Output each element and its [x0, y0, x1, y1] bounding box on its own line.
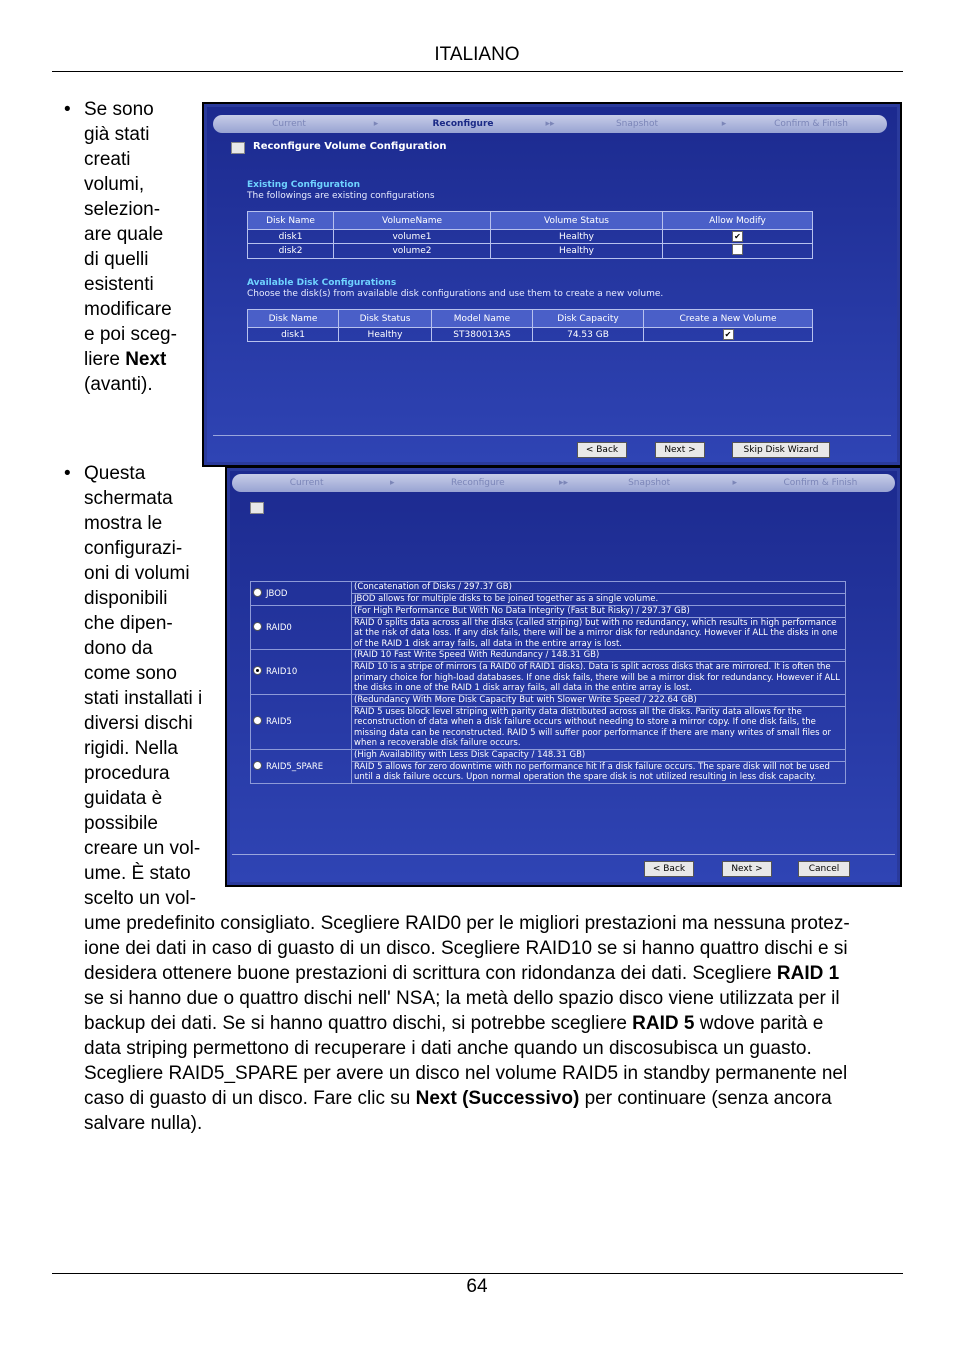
option-cell — [251, 650, 352, 695]
bullet-line: schermata — [84, 488, 173, 509]
create-volume-checkbox[interactable]: ✔ — [723, 329, 734, 340]
screenshot-reconfigure-volume — [202, 102, 902, 467]
bullet-raid-config — [64, 461, 224, 911]
radio-raid0[interactable] — [253, 622, 262, 631]
bullet-line: oni di volumi — [84, 563, 190, 584]
bullet-line: scelto un vol- — [84, 888, 196, 909]
next-button[interactable]: Next > — [722, 861, 772, 877]
bullet-line: di quelli — [84, 249, 149, 270]
bullet-line: creati — [84, 149, 131, 170]
header-rule — [52, 71, 903, 72]
footer-rule — [52, 1273, 903, 1274]
para-line: se si hanno due o quattro dischi nell' NSA; la metà dello spazio disco viene utilizzata per il — [84, 988, 840, 1009]
cell-volume: volume1 — [334, 230, 491, 244]
allow-modify-checkbox[interactable] — [732, 244, 743, 255]
step-confirm: Confirm & Finish — [774, 119, 848, 129]
option-label: RAID5_SPARE — [266, 761, 324, 772]
bullet-line: possibile — [84, 813, 158, 834]
bullet-line: come sono — [84, 663, 177, 684]
option-label: RAID5 — [266, 717, 292, 727]
page-header-language: ITALIANO — [434, 44, 520, 65]
col-disk-name: Disk Name — [248, 310, 339, 328]
option-label: RAID10 — [266, 667, 298, 678]
option-label: JBOD — [266, 588, 288, 599]
step-arrow: ▸ — [732, 478, 738, 488]
bold-next: Next — [125, 349, 167, 370]
bullet-line: (avanti). — [84, 374, 153, 395]
col-volume-status: Volume Status — [491, 212, 663, 230]
cancel-button[interactable]: Cancel — [798, 861, 850, 877]
text-run: liere — [84, 349, 126, 370]
wizard-steps-bar — [213, 115, 887, 133]
folder-icon — [231, 142, 245, 154]
radio-raid5[interactable] — [253, 716, 262, 725]
text-run: per continuare (senza ancora — [579, 1088, 832, 1109]
bold-raid5: RAID 5 — [632, 1013, 695, 1034]
raid-option-row — [251, 749, 846, 761]
bullet-line: stati installati i — [84, 688, 203, 709]
para-line — [84, 1011, 904, 1036]
cell-status: Healthy — [491, 244, 663, 259]
allow-modify-checkbox[interactable]: ✔ — [732, 231, 743, 242]
bullet-line: dono da — [84, 638, 153, 659]
col-disk-name: Disk Name — [248, 212, 334, 230]
step-arrow: ▸ — [373, 119, 379, 129]
cell-disk: disk2 — [248, 244, 334, 259]
step-reconfigure: Reconfigure — [451, 478, 505, 488]
option-desc: JBOD allows for multiple disks to be joined together as a single volume. — [352, 594, 846, 606]
wizard-panel — [207, 107, 897, 462]
cell-volume: volume2 — [334, 244, 491, 259]
existing-config-label: Existing Configuration — [247, 180, 360, 190]
bullet-line: e poi sceg- — [84, 324, 177, 345]
bullet-line: esistenti — [84, 274, 154, 295]
bullet-line: mostra le — [84, 513, 163, 534]
option-label: RAID0 — [266, 622, 292, 633]
back-button[interactable]: < Back — [577, 442, 627, 458]
table-header-row — [248, 310, 813, 328]
available-config-sub: Choose the disk(s) from available disk configurations and use them to create a new volume. — [247, 289, 664, 299]
table-row — [248, 230, 813, 244]
cell-create — [644, 328, 813, 342]
col-allow-modify: Allow Modify — [663, 212, 813, 230]
wizard-title: Reconfigure Volume Configuration — [253, 141, 447, 152]
screenshot-raid-options — [225, 466, 902, 887]
bold-raid1: RAID 1 — [776, 963, 840, 984]
skip-disk-wizard-button[interactable]: Skip Disk Wizard — [732, 442, 830, 458]
bold-next-successivo: Next (Successivo) — [415, 1088, 580, 1109]
bullet-line: modificare — [84, 299, 172, 320]
bullet-line — [84, 347, 204, 372]
text-run: caso di guasto di un disco. Fare clic su — [84, 1088, 416, 1109]
cell-status: Healthy — [491, 230, 663, 244]
step-arrow: ▸▸ — [558, 478, 569, 488]
option-cell — [251, 582, 352, 606]
existing-config-table — [247, 211, 813, 259]
cell-allow — [663, 244, 813, 259]
step-reconfigure: Reconfigure — [432, 119, 494, 129]
bullet-line: rigidi. Nella — [84, 738, 178, 759]
table-header-row — [248, 212, 813, 230]
bullet-line: volumi, — [84, 174, 145, 195]
next-button[interactable]: Next > — [655, 442, 705, 458]
cell-disk: disk1 — [248, 328, 339, 342]
col-model-name: Model Name — [432, 310, 533, 328]
para-line — [84, 1086, 904, 1111]
bullet-line: che dipen- — [84, 613, 173, 634]
folder-icon — [250, 502, 264, 514]
step-arrow: ▸ — [721, 119, 727, 129]
para-line: ione dei dati in caso di guasto di un disco. Scegliere RAID10 se si hanno quattro dischi e si — [84, 938, 848, 959]
bullet-dot: • — [64, 99, 71, 120]
raid-option-row — [251, 582, 846, 594]
cell-model: ST380013AS — [432, 328, 533, 342]
bullet-line: configurazi- — [84, 538, 183, 559]
para-line: Scegliere RAID5_SPARE per avere un disco nel volume RAID5 in standby permanente nel — [84, 1063, 848, 1084]
wizard-panel — [230, 471, 897, 882]
bullet-line: Se sono — [84, 99, 154, 120]
step-current: Current — [289, 478, 324, 488]
radio-jbod[interactable] — [253, 588, 262, 597]
option-title: (Redundancy With More Disk Capacity But with Slower Write Speed / 222.64 GB) — [352, 694, 846, 706]
step-arrow: ▸▸ — [545, 119, 555, 129]
cell-capacity: 74.53 GB — [533, 328, 644, 342]
wizard-steps-bar — [232, 474, 895, 492]
divider — [213, 435, 891, 436]
para-line: ume predefinito consigliato. Scegliere RAID0 per le migliori prestazioni ma nessuna protez- — [84, 913, 850, 934]
text-run: desidera ottenere buone prestazioni di scrittura con ridondanza dei dati. Scegliere — [84, 963, 777, 984]
col-volume-name: VolumeName — [334, 212, 491, 230]
bullet-line: Questa — [84, 463, 146, 484]
col-disk-status: Disk Status — [339, 310, 432, 328]
option-desc: RAID 10 is a stripe of mirrors (a RAID0 of RAID1 disks). Data is split across disks that are mirrored. It is often the primary choice for high-load databases. If one disk fails, there will be a mirror disk for redundancy. However if ALL the disks in one of the RAID 1 disk array fails, all data in the entire array is lost. — [352, 662, 846, 695]
step-current: Current — [272, 119, 306, 129]
step-arrow: ▸ — [389, 478, 395, 488]
text-run: backup dei dati. Se si hanno quattro dischi, si potrebbe scegliere — [84, 1013, 633, 1034]
raid-description-paragraph — [84, 911, 904, 1136]
option-desc: RAID 5 uses block level striping with parity data distributed across all the disks. Parity data allows for the reconstruction of data when a disk failure occurs without needing to store a mirror copy. If one disk fails, the missing data can be reconstructed. RAID 5 will suffer poor performance if there are many writes of small files or when a recoverable disk failure occurs. — [352, 706, 846, 749]
available-config-label: Available Disk Configurations — [247, 278, 397, 288]
bullet-existing-volumes — [64, 97, 204, 397]
bullet-line: ume. È stato — [84, 863, 191, 884]
bullet-line: selezion- — [84, 199, 161, 220]
bullet-line: are quale — [84, 224, 164, 245]
existing-config-sub: The followings are existing configurations — [247, 191, 435, 201]
step-snapshot: Snapshot — [628, 478, 671, 488]
option-cell — [251, 749, 352, 783]
page-number: 64 — [466, 1276, 488, 1297]
col-create-volume: Create a New Volume — [644, 310, 813, 328]
bullet-line: guidata è — [84, 788, 163, 809]
text-run: wdove parità e — [694, 1013, 824, 1034]
bullet-line: procedura — [84, 763, 170, 784]
radio-raid10[interactable] — [253, 666, 262, 675]
step-confirm: Confirm & Finish — [783, 478, 858, 488]
option-desc: RAID 5 allows for zero downtime with no performance hit if a disk failure occurs. The spare disk will not be used until a disk failure occurs. Upon normal operation the spare disk is not utilized resulting in less disk capacity. — [352, 761, 846, 783]
raid-option-row — [251, 650, 846, 662]
bullet-dot: • — [64, 463, 71, 484]
table-row — [248, 244, 813, 259]
bullet-line: diversi dischi — [84, 713, 193, 734]
para-line — [84, 961, 904, 986]
raid-option-row — [251, 605, 846, 617]
step-snapshot: Snapshot — [615, 119, 659, 129]
para-line: data striping permettono di recuperare i dati anche quando un discosubisca un guasto. — [84, 1038, 812, 1059]
option-cell — [251, 605, 352, 650]
option-cell — [251, 694, 352, 749]
col-disk-capacity: Disk Capacity — [533, 310, 644, 328]
raid-options-table — [250, 581, 846, 784]
option-title: (For High Performance But With No Data Integrity (Fast But Risky) / 297.37 GB) — [352, 605, 846, 617]
divider — [232, 854, 895, 855]
table-row — [248, 328, 813, 342]
bullet-line: disponibili — [84, 588, 168, 609]
bullet-line: creare un vol- — [84, 838, 201, 859]
back-button[interactable]: < Back — [644, 861, 694, 877]
radio-raid5-spare[interactable] — [253, 761, 262, 770]
cell-disk: disk1 — [248, 230, 334, 244]
available-config-table — [247, 309, 813, 342]
option-desc: RAID 0 splits data across all the disks (called striping) but with no redundancy, which results in high performance at the risk of data loss. If any disk fails, there will be a mirror disk for redundancy. However if ALL the disks in one of the RAID 1 disk array fails, all data in the entire array is lost. — [352, 617, 846, 650]
option-title: (High Availability with Less Disk Capacity / 148.31 GB) — [352, 749, 846, 761]
para-line: salvare nulla). — [84, 1113, 203, 1134]
raid-option-row — [251, 694, 846, 706]
cell-allow — [663, 230, 813, 244]
option-title: (RAID 10 Fast Write Speed With Redundancy / 148.31 GB) — [352, 650, 846, 662]
cell-status: Healthy — [339, 328, 432, 342]
option-title: (Concatenation of Disks / 297.37 GB) — [352, 582, 846, 594]
bullet-line: già stati — [84, 124, 150, 145]
